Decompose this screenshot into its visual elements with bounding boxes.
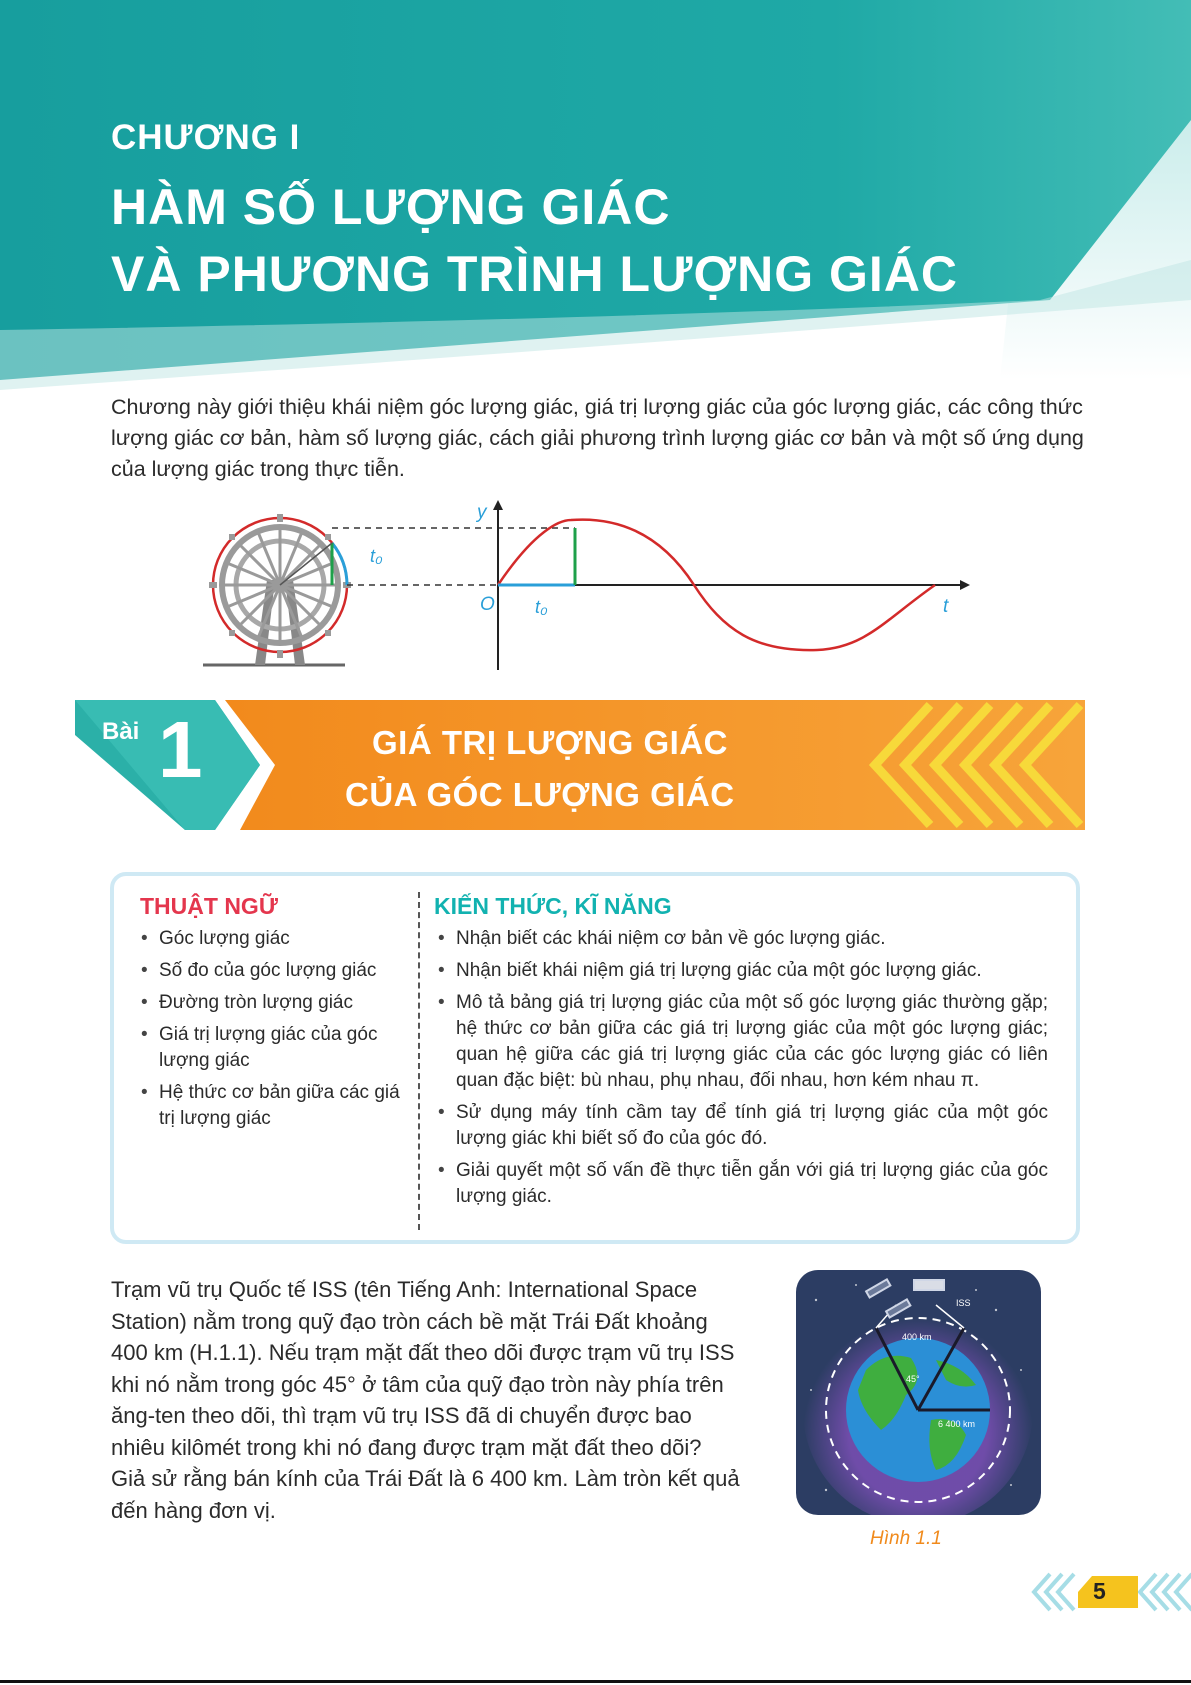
ferris-wheel-sine-figure [195, 500, 995, 675]
list-item: • Nhận biết khái niệm giá trị lượng giác của một góc lượng giác. [434, 958, 1048, 984]
iss-orbit-figure [796, 1270, 1041, 1515]
page-number: 5 [1093, 1578, 1106, 1604]
list-item: • Mô tả bảng giá trị lượng giác của một số góc lượng giác thường gặp; hệ thức cơ bản giữa các giá trị lượng giác của một góc lượng giác; quan hệ giữa các giá trị lượng giác của các góc lượng giác có liên quan đặc biệt: bù nhau, phụ nhau, đối nhau, hơn kém nhau π. [434, 990, 1048, 1094]
list-item: • Hệ thức cơ bản giữa các giá trị lượng giác [137, 1080, 409, 1132]
y-axis-label: y [477, 502, 487, 523]
lesson-title-line-1: GIÁ TRỊ LƯỢNG GIÁC [372, 724, 729, 761]
page-number-tab [1030, 1572, 1191, 1612]
list-item: • Đường tròn lượng giác [137, 990, 409, 1016]
t-axis-label: t [943, 596, 949, 617]
lesson-label: Bài [102, 718, 140, 745]
t0-wheel-label: t₀ [370, 546, 383, 566]
lesson-title-line-2: CỦA GÓC LƯỢNG GIÁC [345, 776, 735, 813]
list-item: • Nhận biết các khái niệm cơ bản về góc lượng giác. [434, 926, 1048, 952]
problem-paragraph: Trạm vũ trụ Quốc tế ISS (tên Tiếng Anh: International Space Station) nằm trong quỹ đạo tròn cách bề mặt Trái Đất khoảng 400 km (H.1.1). Nếu trạm mặt đất theo dõi được trạm vũ trụ ISS khi nó nằm trong góc 45° ở tâm của quỹ đạo tròn này phía trên ăng-ten theo dõi, thì trạm vũ trụ ISS đã di chuyển được bao nhiêu kilômét trong khi nó đang được trạm mặt đất theo dõi? Giả sử rằng bán kính của Trái Đất là 6 400 km. Làm tròn kết quả đến hàng đơn vị. [111, 1277, 740, 1523]
figure-caption: Hình 1.1 [870, 1528, 942, 1549]
skills-heading: KIẾN THỨC, KĨ NĂNG [434, 893, 672, 919]
list-item: • Góc lượng giác [137, 926, 409, 952]
angle-label: 45° [906, 1374, 920, 1384]
iss-label: ISS [956, 1298, 971, 1308]
lesson-banner [75, 695, 1095, 835]
list-item: • Sử dụng máy tính cầm tay để tính giá trị lượng giác của một góc lượng giác khi biết số đo của góc đó. [434, 1100, 1048, 1152]
t0-axis-label: t₀ [535, 597, 548, 617]
list-item: • Giá trị lượng giác của góc lượng giác [137, 1022, 409, 1074]
chapter-title-line-2: VÀ PHƯƠNG TRÌNH LƯỢNG GIÁC [111, 246, 959, 302]
ferris-wheel-icon [203, 514, 351, 665]
skills-list [434, 926, 1048, 1216]
objectives-divider [418, 892, 420, 1230]
terms-list [137, 926, 409, 1138]
chapter-title-line-1: HÀM SỐ LƯỢNG GIÁC [111, 179, 671, 235]
list-item: • Giải quyết một số vấn đề thực tiễn gắn với giá trị lượng giác của góc lượng giác. [434, 1158, 1048, 1210]
origin-label: O [480, 594, 495, 615]
altitude-label: 400 km [902, 1332, 932, 1342]
lesson-number: 1 [158, 705, 203, 794]
chapter-label: CHƯƠNG I [111, 118, 301, 157]
terms-heading: THUẬT NGỮ [140, 893, 278, 919]
radius-label: 6 400 km [938, 1419, 976, 1429]
bottom-rule [0, 1680, 1191, 1683]
chapter-intro-paragraph: Chương này giới thiệu khái niệm góc lượng giác, giá trị lượng giác của góc lượng giác, các công thức lượng giác cơ bản, hàm số lượng giác, cách giải phương trình lượng giác cơ bản và một số ứng dụng của lượng giác trong thực tiễn. [111, 395, 1084, 481]
list-item: • Số đo của góc lượng giác [137, 958, 409, 984]
